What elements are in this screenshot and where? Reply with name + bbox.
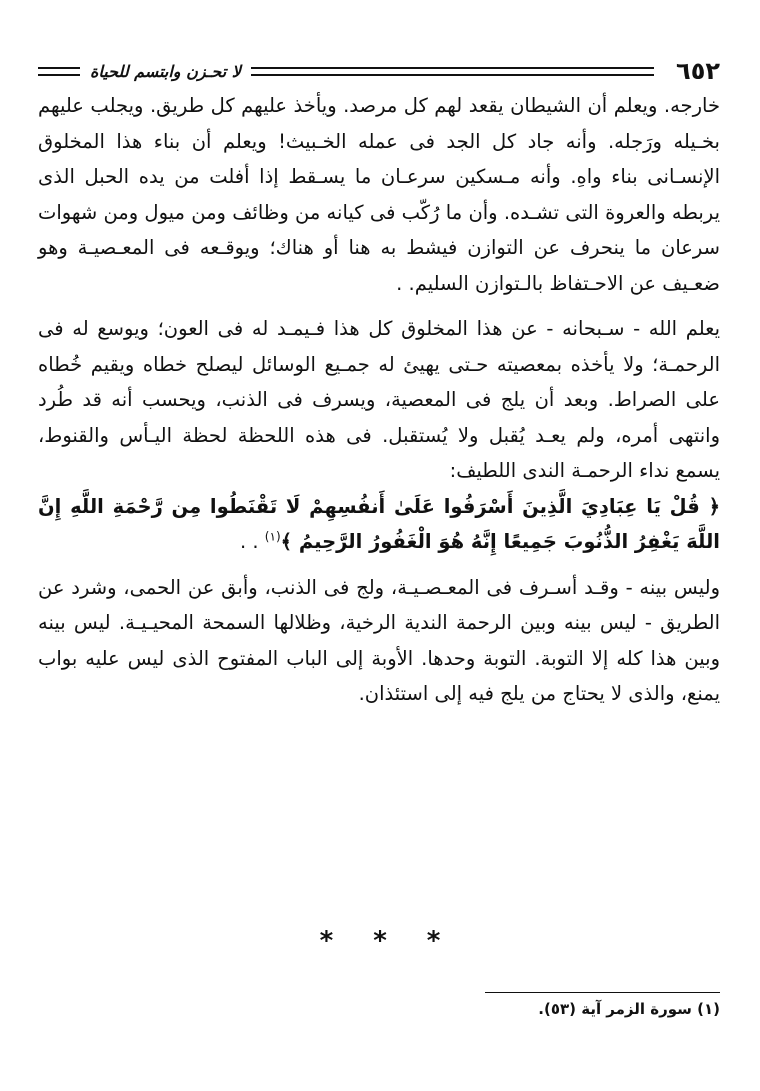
section-separator	[0, 926, 760, 956]
header-rule	[251, 67, 654, 76]
paragraph-2: يعلم الله - سـبحانه - عن هذا المخلوق كل هذا فـيمـد له فى العون؛ ويوسع له فى الرحمـة؛ ولا يأخذه بمعصيته حـتى يهيئ له جمـيع الوسائل ليصلح خطاه ويقيم خُطاه على الصراط. وبعد أن يلج فى المعصية، ويسرف فى الذنب، ويحسب أنه قد طُرد وانتهى أمره، ولم يعـد يُقبل ولا يُستقبل. فى هذه اللحظة لحظة اليـأس والقنوط، يسمع نداء الرحمـة الندى اللطيف:	[38, 317, 720, 482]
quran-verse	[38, 489, 720, 560]
separator-star: *	[319, 926, 334, 956]
page-number: ٦٥٢	[676, 57, 720, 85]
verse-trailing-dots: . .	[240, 530, 265, 553]
separator-star: *	[373, 926, 387, 956]
footnote: (١) سورة الزمر آية (٥٣).	[538, 1000, 720, 1018]
footnote-divider	[485, 992, 720, 993]
page-body	[38, 88, 720, 722]
footnote-reference: (١)	[264, 529, 281, 544]
running-title: لا تحـزن وابتسم للحياة	[90, 61, 241, 81]
paragraph-1: خارجه. ويعلم أن الشيطان يقعد لهم كل مرصد. ويأخذ عليهم كل طريق. ويجلب عليهم بخـيله ورَجله. وأنه جاد كل الجد فى عمله الخـبيث! ويعلم أن بناء هذا المخلوق الإنسـانى بناء واهِ. وأنه مـسكين سرعـان ما يسـقط إذا أفلت من يده الحبل الذى يربطه والعروة التى تشـده. وأن ما رُكّب فى كيانه من وظائف ومن ميول ومن شهوات سرعان ما ينحرف عن التوازن فيشط به هنا أو هناك؛ ويوقـعه فى المعـصيـة وهو ضعـيف عن الاحـتفاظ بالـتوازن السليم. .	[38, 94, 720, 295]
separator-star: *	[426, 926, 441, 956]
verse-text: ﴿ قُلْ يَا عِبَادِيَ الَّذِينَ أَسْرَفُوا عَلَىٰ أَنفُسِهِمْ لَا تَقْنَطُوا مِن رَّحْمَةِ اللَّهِ إِنَّ اللَّهَ يَغْفِرُ الذُّنُوبَ جَمِيعًا إِنَّهُ هُوَ الْغَفُورُ الرَّحِيمُ ﴾	[38, 494, 720, 553]
header-rule-end	[38, 67, 80, 76]
paragraph-3: وليس بينه - وقـد أسـرف فى المعـصـيـة، ولج فى الذنب، وأبق عن الحمى، وشرد عن الطريق - ليس بينه وبين الرحمة الندية الرخية، وظلالها السمحة المحيـيـة. ليس بينه وبين هذا كله إلا التوبة. التوبة وحدها. الأوبة إلى الباب المفتوح الذى ليس عليه بواب يمنع، والذى لا يحتاج من يلج فيه إلى استئذان.	[38, 575, 720, 705]
page-header	[38, 58, 720, 84]
